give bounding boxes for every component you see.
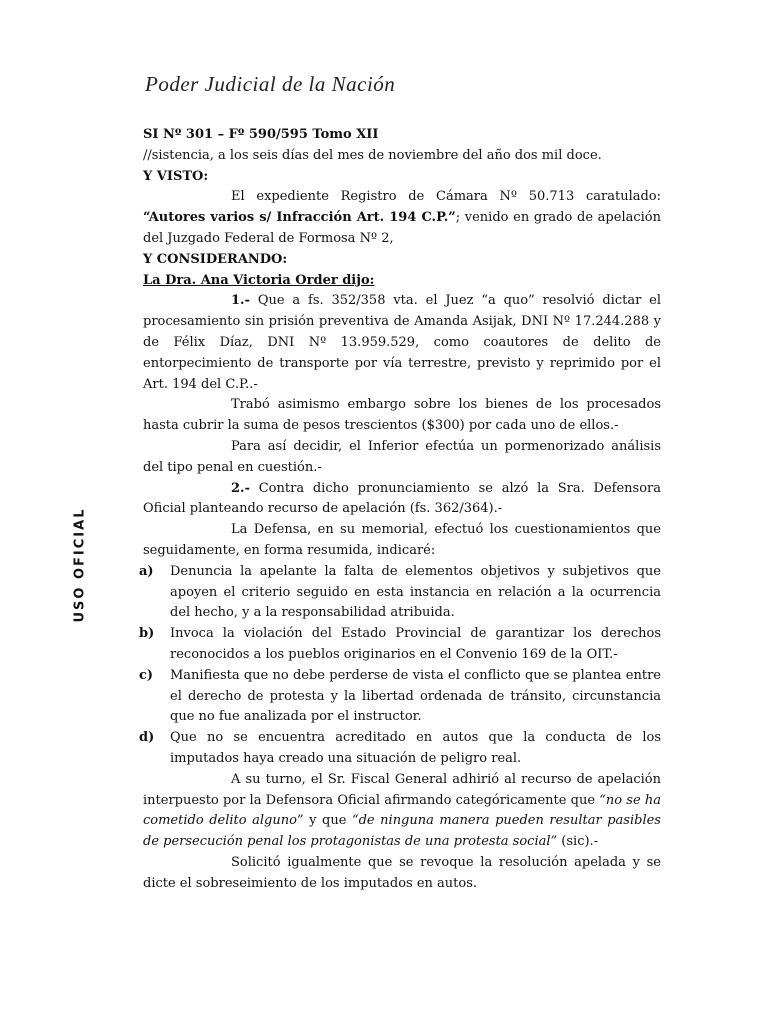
paragraph-analysis: Para así decidir, el Inferior efectúa un pormenorizado análisis del tipo penal en cuestión.- <box>143 438 661 475</box>
paragraph-embargo: Trabó asimismo embargo sobre los bienes de los procesados hasta cubrir la suma de pesos trescientos ($300) por cada uno de ellos.- <box>143 397 661 434</box>
prosecutor-text-c: (sic).- <box>557 834 599 850</box>
considerando-heading: Y CONSIDERANDO: <box>143 251 288 267</box>
list-item <box>139 562 661 624</box>
judge-heading: La Dra. Ana Victoria Order dijo: <box>143 272 375 288</box>
list-item-text: Denuncia la apelante la falta de elementos objetivos y subjetivos que apoyen el criterio seguido en esta instancia en relación a la ocurrencia del hecho, y a la responsabilidad atribuida. <box>170 563 661 621</box>
list-item-label: b) <box>139 626 155 642</box>
visto-paragraph <box>143 187 661 249</box>
visto-text-a: El expediente Registro de Cámara Nº 50.713 caratulado: <box>231 189 661 205</box>
list-item-text: Invoca la violación del Estado Provincial de garantizar los derechos reconocidos a los pueblos originarios en el Convenio 169 de la OIT.- <box>170 626 661 662</box>
prosecutor-text-a: A su turno, el Sr. Fiscal General adhirió al recurso de apelación interpuesto por la Defensora Oficial afirmando categóricamente que <box>143 771 661 808</box>
list-item-label: c) <box>139 667 154 683</box>
paragraph-2 <box>143 479 661 521</box>
court-letterhead: Poder Judicial de la Nación <box>145 72 396 96</box>
list-item-text: Manifiesta que no debe perderse de vista el conflicto que se plantea entre el derecho de protesta y la libertad ordenada de tránsito, circunstancia que no fue analizada por el instructor. <box>170 667 661 725</box>
list-item <box>139 624 661 666</box>
document-body <box>139 125 661 894</box>
paragraph-2-text: Contra dicho pronunciamiento se alzó la Sra. Defensora Oficial planteando recurso de apelación (fs. 362/364).- <box>143 480 661 517</box>
prosecutor-quote-2: “de ninguna manera pueden resultar pasibles de persecución penal los protagonistas de una protesta social” <box>143 813 661 850</box>
list-item <box>139 666 661 728</box>
list-item-text: Que no se encuentra acreditado en autos que la conducta de los imputados haya creado una situación de peligro real. <box>170 730 661 766</box>
case-title: “Autores varios s/ Infracción Art. 194 C.P.” <box>143 210 456 226</box>
paragraph-request: Solicitó igualmente que se revoque la resolución apelada y se dicte el sobreseimiento de los imputados en autos. <box>143 854 661 891</box>
official-use-stamp-text: USO OFICIAL <box>72 507 88 623</box>
list-item-label: d) <box>139 730 155 746</box>
visto-text-c: ; venido en grado de apelación del Juzgado Federal de Formosa Nº 2, <box>143 210 661 246</box>
list-item <box>139 728 661 770</box>
paragraph-1-number: 1.- <box>231 293 250 309</box>
opening-line: //sistencia, a los seis días del mes de noviembre del año dos mil doce. <box>143 147 602 163</box>
list-item-label: a) <box>139 563 154 579</box>
prosecutor-text-b: y que <box>303 813 352 829</box>
paragraph-1 <box>143 291 661 395</box>
document-reference: SI Nº 301 – Fº 590/595 Tomo XII <box>143 127 379 142</box>
paragraph-prosecutor <box>143 770 661 853</box>
prosecutor-quote-1: “no se ha cometido delito alguno” <box>143 792 661 829</box>
paragraph-2-number: 2.- <box>231 480 250 496</box>
paragraph-1-text: Que a fs. 352/358 vta. el Juez “a quo” resolvió dictar el procesamiento sin prisión preventiva de Amanda Asijak, DNI Nº 17.244.288 y de Félix Díaz, DNI Nº 13.959.529, como coautores de delito de entorpecimiento de transporte por vía terrestre, previsto y reprimido por el Art. 194 del C.P..- <box>143 293 661 392</box>
paragraph-defense: La Defensa, en su memorial, efectuó los cuestionamientos que seguidamente, en forma resumida, indicaré: <box>143 522 661 558</box>
visto-heading: Y VISTO: <box>143 168 209 184</box>
